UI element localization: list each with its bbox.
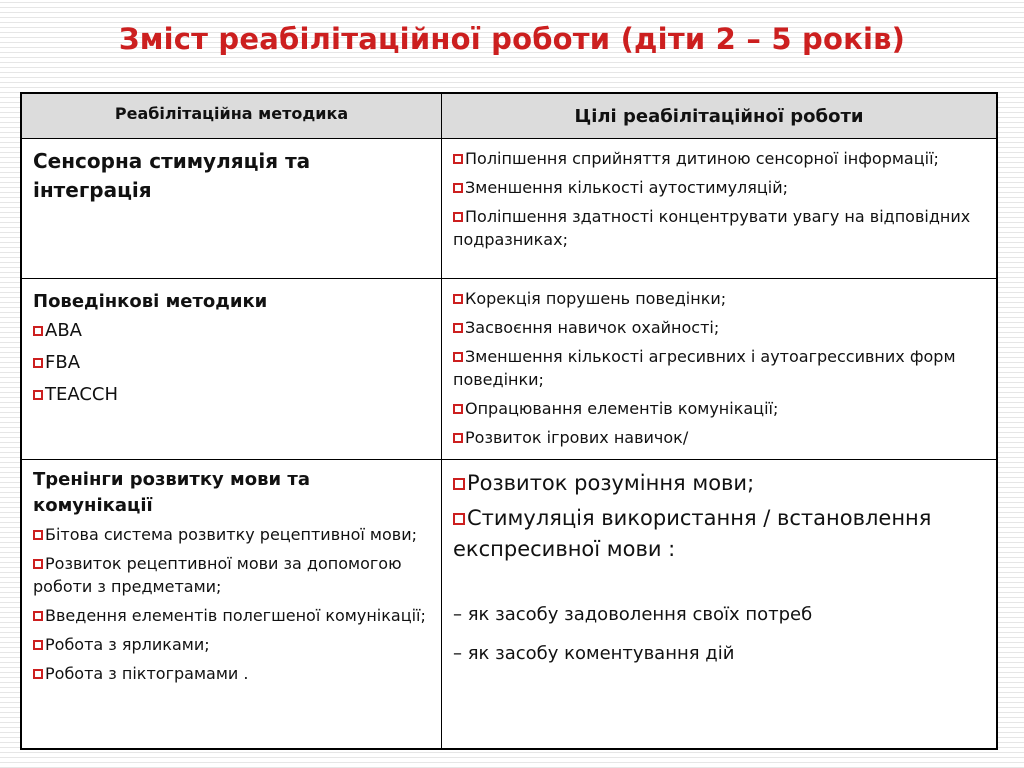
header-method: Реабілітаційна методика bbox=[21, 93, 442, 139]
list-item: Опрацювання елементів комунікації; bbox=[453, 397, 986, 420]
list-item: Робота з піктограмами . bbox=[33, 662, 431, 685]
method-title: Сенсорна стимуляція та інтеграція bbox=[33, 149, 311, 202]
list-item: ABA bbox=[33, 319, 431, 343]
checkbox-square-icon bbox=[453, 513, 465, 525]
sub-goal: – як засобу задоволення своїх потреб bbox=[453, 604, 813, 625]
checkbox-square-icon bbox=[33, 559, 43, 569]
checkbox-square-icon bbox=[33, 390, 43, 400]
checkbox-square-icon bbox=[33, 640, 43, 650]
checkbox-square-icon bbox=[453, 294, 463, 304]
checkbox-square-icon bbox=[453, 433, 463, 443]
list-item: Розвиток ігрових навичок/ bbox=[453, 426, 986, 449]
table-header-row bbox=[21, 93, 997, 139]
list-item: FBA bbox=[33, 351, 431, 375]
goals-cell bbox=[442, 279, 998, 460]
list-item: Зменшення кількості аутостимуляцій; bbox=[453, 176, 986, 199]
method-cell bbox=[21, 460, 442, 750]
list-item: Засвоєння навичок охайності; bbox=[453, 316, 986, 339]
list-item: TEACCH bbox=[33, 383, 431, 407]
checkbox-square-icon bbox=[33, 530, 43, 540]
list-item: Розвиток рецептивної мови за допомогою роботи з предметами; bbox=[33, 554, 402, 596]
header-goals: Цілі реабілітаційної роботи bbox=[442, 93, 998, 139]
list-item: Поліпшення здатності концентрувати увагу на відповідних подразниках; bbox=[453, 207, 971, 249]
checkbox-square-icon bbox=[453, 183, 463, 193]
checkbox-square-icon bbox=[453, 478, 465, 490]
list-item: Розвиток розуміння мови; bbox=[453, 468, 986, 499]
method-cell bbox=[21, 139, 442, 279]
slide-title: Зміст реабілітаційної роботи (діти 2 – 5 років) bbox=[118, 22, 906, 56]
list-item: Введення елементів полегшеної комунікації; bbox=[33, 604, 431, 627]
goals-cell bbox=[442, 139, 998, 279]
method-title: Тренінги розвитку мови та комунікації bbox=[33, 469, 310, 516]
checkbox-square-icon bbox=[453, 323, 463, 333]
rehab-table bbox=[20, 92, 998, 750]
goals-cell bbox=[442, 460, 998, 750]
checkbox-square-icon bbox=[33, 358, 43, 368]
table-row bbox=[21, 279, 997, 460]
checkbox-square-icon bbox=[453, 352, 463, 362]
list-item: Корекція порушень поведінки; bbox=[453, 287, 986, 310]
list-item: Бітова система розвитку рецептивної мови; bbox=[33, 523, 431, 546]
checkbox-square-icon bbox=[453, 404, 463, 414]
list-item: Зменшення кількості агресивних і аутоагрессивних форм поведінки; bbox=[453, 347, 956, 389]
method-cell bbox=[21, 279, 442, 460]
table-row bbox=[21, 139, 997, 279]
checkbox-square-icon bbox=[33, 326, 43, 336]
checkbox-square-icon bbox=[453, 212, 463, 222]
method-title: Поведінкові методики bbox=[33, 291, 268, 312]
table-row bbox=[21, 460, 997, 750]
checkbox-square-icon bbox=[33, 611, 43, 621]
checkbox-square-icon bbox=[33, 669, 43, 679]
list-item: Стимуляція використання / встановлення експресивної мови : bbox=[453, 506, 932, 561]
list-item: Поліпшення сприйняття дитиною сенсорної інформації; bbox=[453, 147, 986, 170]
checkbox-square-icon bbox=[453, 154, 463, 164]
list-item: Робота з ярликами; bbox=[33, 633, 431, 656]
sub-goal: – як засобу коментування дій bbox=[453, 643, 735, 664]
